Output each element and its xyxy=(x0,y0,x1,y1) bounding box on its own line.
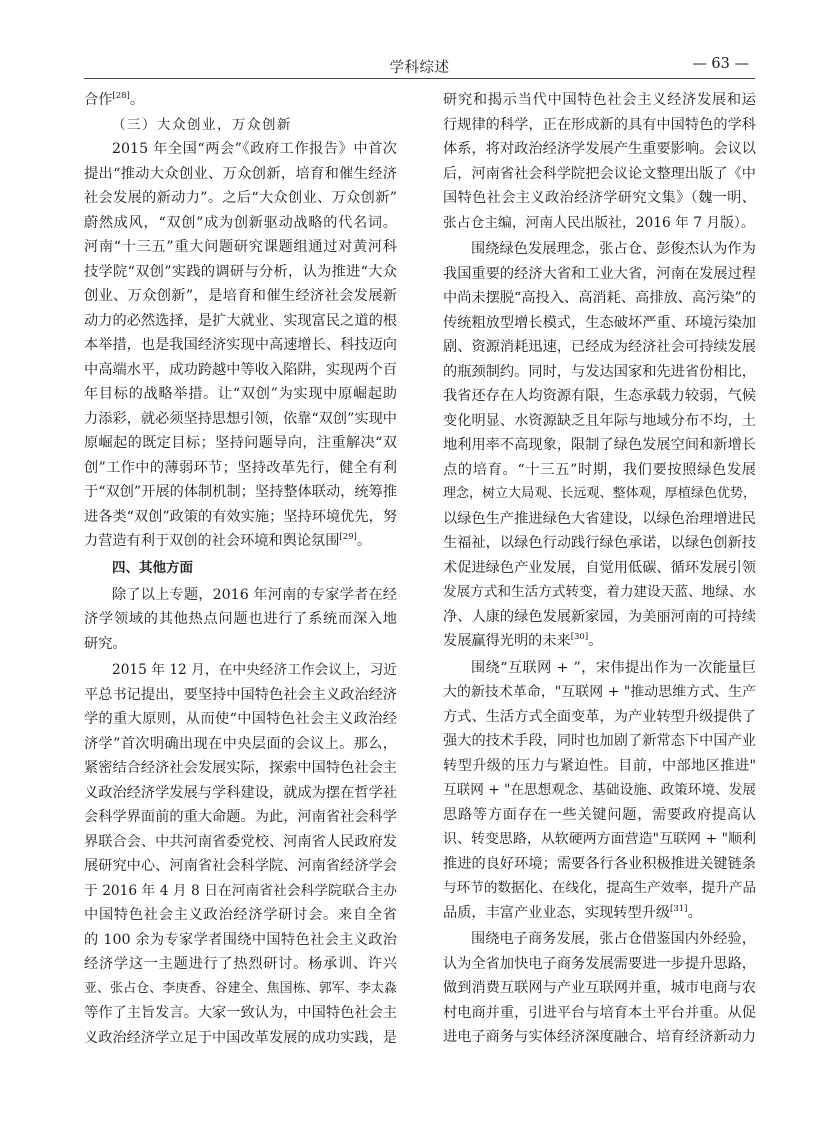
text-line: 蔚然成风，“双创”成为创新驱动战略的代名词。 xyxy=(84,214,397,231)
text-line: 于 2016 年 4 月 8 日在河南省社会科学院联合主办 xyxy=(84,882,397,899)
text-line: 思路等方面存在一些关键问题，需要政府提高认 xyxy=(443,806,756,823)
text-line: 传统粗放型增长模式，生态破坏严重、环境污染加 xyxy=(443,314,756,331)
text-line: 展研究中心、河南省社会科学院、河南省经济学会 xyxy=(84,858,397,874)
text-line: 以绿色生产推进绿色大省建设，以绿色治理增进民 xyxy=(443,510,756,527)
text-span: 。 xyxy=(687,904,702,921)
subsection-heading: （三）大众创业，万众创新 xyxy=(112,116,292,133)
text-span: 力营造有利于双创的社会环境和舆论氛围 xyxy=(84,533,340,549)
text-line: 生福祉，以绿色行动践行绿色承诺，以绿色创新技 xyxy=(443,535,756,551)
text-line: 我省还存在人均资源有限，生态承载力较弱，气候 xyxy=(443,388,756,404)
text-span: 。 xyxy=(588,633,603,649)
text-line: 我国重要的经济大省和工业大省，河南在发展过程 xyxy=(443,265,756,282)
running-header xyxy=(84,52,755,78)
text-line: 济学”首次明确出现在中央层面的会议上。那么， xyxy=(84,735,397,752)
text-line: 紧密结合经济社会发展实际，探索中国特色社会主 xyxy=(84,760,397,776)
text-line: 界联合会、中共河南省委党校、河南省人民政府发 xyxy=(84,833,397,850)
text-span: 合作 xyxy=(84,92,113,108)
text-line xyxy=(84,529,397,554)
text-line: 动力的必然选择，是扩大就业、实现富民之道的根 xyxy=(84,312,397,329)
text-line: 地利用率不高现象，限制了绿色发展空间和新增长 xyxy=(443,437,756,453)
text-line: 亚、张占仓、李庚香、谷建全、焦国栋、郭军、李太淼 xyxy=(84,980,397,996)
citation-ref: [29] xyxy=(339,532,357,542)
text-line: 行规律的科学，正在形成新的具有中国特色的学科 xyxy=(443,116,756,133)
text-line: 学的重大原则，从而使“中国特色社会主义政治经 xyxy=(84,711,397,727)
text-line: 中高端水平，成功跨越中等收入陷阱，实现两个百 xyxy=(84,361,397,378)
text-line: 方式、生活方式全面变革，为产业转型升级提供了 xyxy=(443,708,756,725)
text-line: 认为全省加快电子商务发展需要进一步提升思路， xyxy=(443,955,756,972)
text-line: 力添彩，就必须坚持思想引领，依靠“双创”实现中 xyxy=(84,410,397,427)
text-line: 创业、万众创新”，是培育和催生经济社会发展新 xyxy=(84,288,397,304)
section-heading: 四、其他方面 xyxy=(112,559,193,576)
right-column xyxy=(443,88,756,1050)
text-line: 研究和揭示当代中国特色社会主义经济发展和运 xyxy=(443,92,756,108)
text-line: 强大的技术手段，同时也加剧了新常态下中国产业 xyxy=(443,733,756,749)
text-line: 围绕“互联网 + ”，宋伟提出作为一次能量巨 xyxy=(471,659,756,676)
text-line: 村电商并重，引进平台与培育本土平台并重。从促 xyxy=(443,1004,756,1021)
text-line: 变化明显、水资源缺乏且年际与地域分布不均，土 xyxy=(443,412,756,429)
text-line: 河南“十三五”重大问题研究课题组通过对黄河科 xyxy=(84,239,397,255)
text-line: 理念，树立大局观、长远观、整体观，厚植绿色优势， xyxy=(443,486,756,501)
left-column xyxy=(84,88,397,1050)
citation-ref: [30] xyxy=(570,632,589,642)
text-line: 围绕电子商务发展，张占仓借鉴国内外经验， xyxy=(471,931,756,947)
text-line: 国特色社会主义政治经济学研究文集》（魏一明、 xyxy=(443,190,756,206)
text-line: 大的新技术革命，"互联网 + "推动思维方式、生产 xyxy=(443,684,756,700)
text-span: 。 xyxy=(129,92,145,108)
text-span: 品质，丰富产业业态，实现转型升级 xyxy=(443,904,671,921)
text-line: 技学院“双创”实践的调研与分析，认为推进“大众 xyxy=(84,263,397,280)
text-line: 中尚未摆脱“高投入、高消耗、高排放、高污染”的 xyxy=(443,290,756,306)
text-line: 研究。 xyxy=(84,635,127,652)
text-line: 识、转变思路，从软硬两方面营造"互联网 + "顺利 xyxy=(443,831,756,847)
text-line: 2015 年全国“两会”《政府工作报告》中首次 xyxy=(112,141,397,157)
text-line: 与环节的数据化、在线化，提高生产效率，提升产品 xyxy=(443,880,756,896)
text-line: 的 100 余为专家学者围绕中国特色社会主义政治 xyxy=(84,931,397,948)
header-rule xyxy=(84,78,755,79)
text-line: 净、人康的绿色发展新家园，为美丽河南的可持续 xyxy=(443,608,756,625)
text-line: 2015 年 12 月，在中央经济工作会议上，习近 xyxy=(112,662,397,678)
text-line: 平总书记提出，要坚持中国特色社会主义政治经济 xyxy=(84,686,397,703)
text-line: 点的培育。“十三五”时期，我们要按照绿色发展 xyxy=(443,461,756,478)
text-line: 义政治经济学立足于中国改革发展的成功实践，是 xyxy=(84,1029,397,1046)
text-line: 本举措，也是我国经济实现中高速增长、科技迈向 xyxy=(84,337,397,353)
text-line: 推进的良好环境；需要各行各业积极推进关键链条 xyxy=(443,855,756,872)
text-line: 等作了主旨发言。大家一致认为，中国特色社会主 xyxy=(84,1005,397,1021)
citation-ref: [28] xyxy=(112,91,130,101)
text-span: 发展赢得光明的未来 xyxy=(443,633,571,649)
text-line: 社会发展的新动力”。之后“大众创业、万众创新” xyxy=(84,190,397,206)
citation-ref: [31] xyxy=(670,903,688,914)
text-line: 术促进绿色产业发展，自觉用低碳、循环发展引领 xyxy=(443,559,756,576)
text-line: 会科学界面前的重大命题。为此，河南省社会科学 xyxy=(84,809,397,825)
text-line: 进各类“双创”政策的有效实施；坚持环境优先，努 xyxy=(84,508,397,525)
text-line: 除了以上专题，2016 年河南的专家学者在经 xyxy=(112,586,397,603)
text-line: 做到消费互联网与产业互联网并重，城市电商与农 xyxy=(443,980,756,996)
text-line: 体系，将对政治经济学发展产生重要影响。会议以 xyxy=(443,141,756,157)
text-line xyxy=(443,629,756,654)
text-line: 剧、资源消耗迅速，已经成为经济社会可持续发展 xyxy=(443,339,756,355)
text-line: 中国特色社会主义政治经济学研讨会。来自全省 xyxy=(84,907,397,923)
text-line: 后，河南省社会科学院把会议论文整理出版了《中 xyxy=(443,165,756,182)
text-line xyxy=(443,901,756,926)
page-number: — 63 — xyxy=(692,56,749,72)
text-span: 。 xyxy=(356,533,372,549)
text-line: 发展方式和生活方式转变，着力建设天蓝、地绿、水 xyxy=(443,584,756,600)
text-line: 转型升级的压力与紧迫性。目前，中部地区推进" xyxy=(443,757,756,774)
text-line: 义政治经济学发展与学科建设，就成为摆在哲学社 xyxy=(84,784,397,801)
text-line: 进电子商务与实体经济深度融合、培育经济新动力 xyxy=(443,1029,756,1045)
text-line xyxy=(84,88,397,113)
text-line: 提出“推动大众创业、万众创新，培育和催生经济 xyxy=(84,165,397,182)
section-title: 学科综述 xyxy=(389,60,450,76)
text-line: 围绕绿色发展理念，张占仓、彭俊杰认为作为 xyxy=(471,241,756,257)
text-line: 济学领域的其他热点问题也进行了系统而深入地 xyxy=(84,611,397,627)
text-line: 经济学这一主题进行了热烈研讨。杨承训、许兴 xyxy=(84,956,397,972)
text-line: 的瓶颈制约。同时，与发达国家和先进省份相比， xyxy=(443,363,756,380)
text-line: 于“双创”开展的体制机制；坚持整体联动，统筹推 xyxy=(84,484,397,500)
text-line: 创”工作中的薄弱环节；坚持改革先行，健全有利 xyxy=(84,459,397,476)
text-line: 年目标的战略举措。让“双创”为实现中原崛起助 xyxy=(84,386,397,402)
text-line: 原崛起的既定目标；坚持问题导向，注重解决“双 xyxy=(84,435,397,451)
text-line: 张占仓主编，河南人民出版社，2016 年 7 月版）。 xyxy=(443,214,755,231)
text-line: 互联网 + "在思想观念、基础设施、政策环境、发展 xyxy=(443,782,756,798)
